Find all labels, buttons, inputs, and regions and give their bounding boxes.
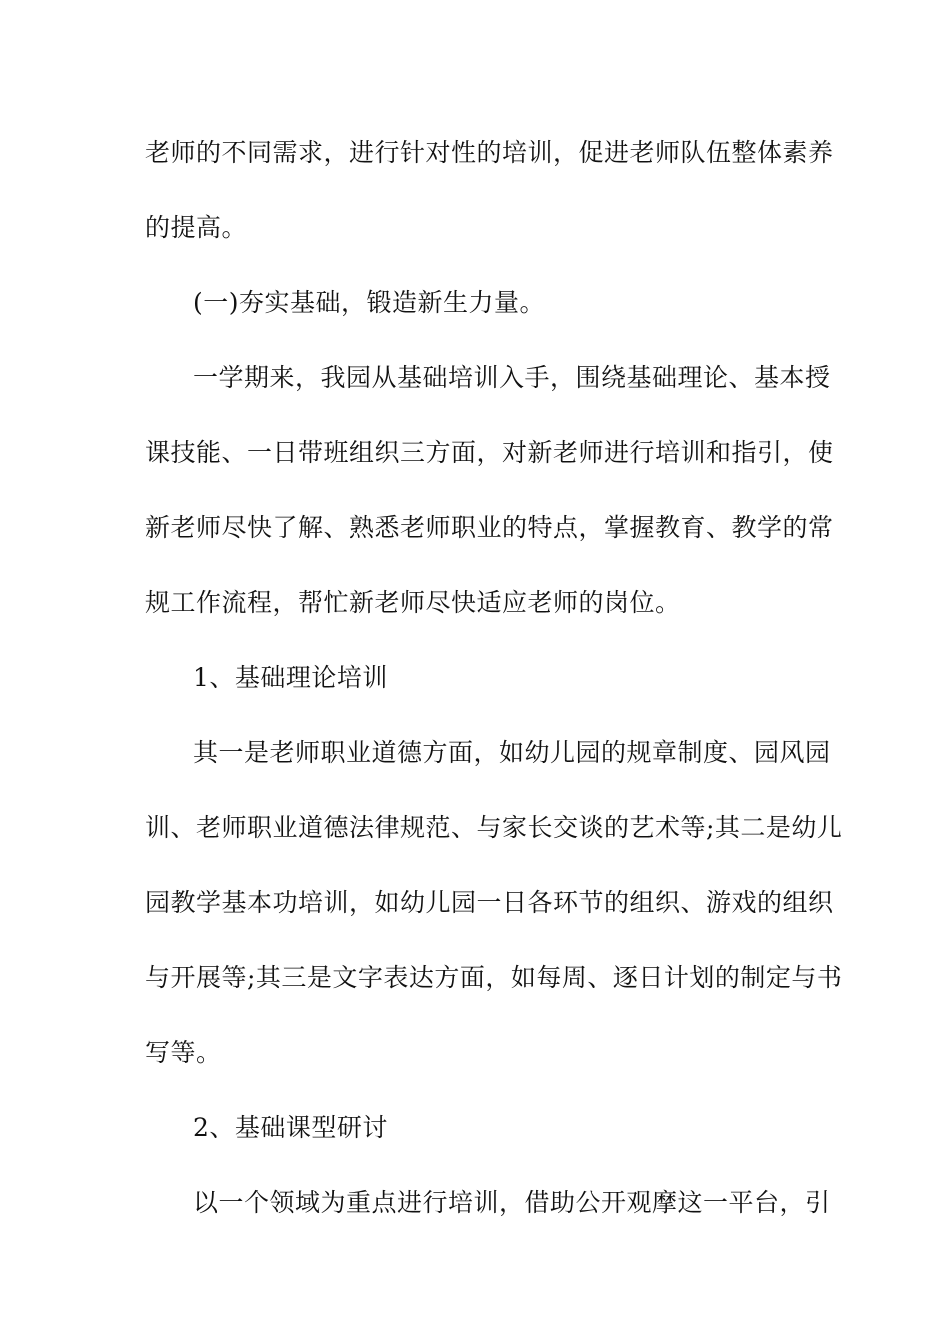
paragraph-line: 园教学基本功培训，如幼儿园一日各环节的组织、游戏的组织	[145, 888, 834, 917]
paragraph-line: 以一个领域为重点进行培训，借助公开观摩这一平台，引	[193, 1188, 831, 1217]
subsection-heading: 1、基础理论培训	[193, 663, 388, 692]
paragraph-line: 新老师尽快了解、熟悉老师职业的特点，掌握教育、教学的常	[145, 513, 834, 542]
paragraph-line: 写等。	[145, 1038, 222, 1067]
paragraph-line: 其一是老师职业道德方面，如幼儿园的规章制度、园风园	[193, 738, 831, 767]
paragraph-line: 规工作流程，帮忙新老师尽快适应老师的岗位。	[145, 588, 681, 617]
paragraph-line: 一学期来，我园从基础培训入手，围绕基础理论、基本授	[193, 363, 831, 392]
paragraph-line: 与开展等;其三是文字表达方面，如每周、逐日计划的制定与书	[145, 963, 843, 992]
paragraph-line: 老师的不同需求，进行针对性的培训，促进老师队伍整体素养	[145, 138, 834, 167]
paragraph-line: 的提高。	[145, 213, 248, 242]
paragraph-line: 训、老师职业道德法律规范、与家长交谈的艺术等;其二是幼儿	[145, 813, 843, 842]
paragraph-line: 课技能、一日带班组织三方面，对新老师进行培训和指引，使	[145, 438, 834, 467]
subsection-heading: 2、基础课型研讨	[193, 1113, 388, 1142]
section-heading: (一)夯实基础，锻造新生力量。	[193, 288, 546, 317]
